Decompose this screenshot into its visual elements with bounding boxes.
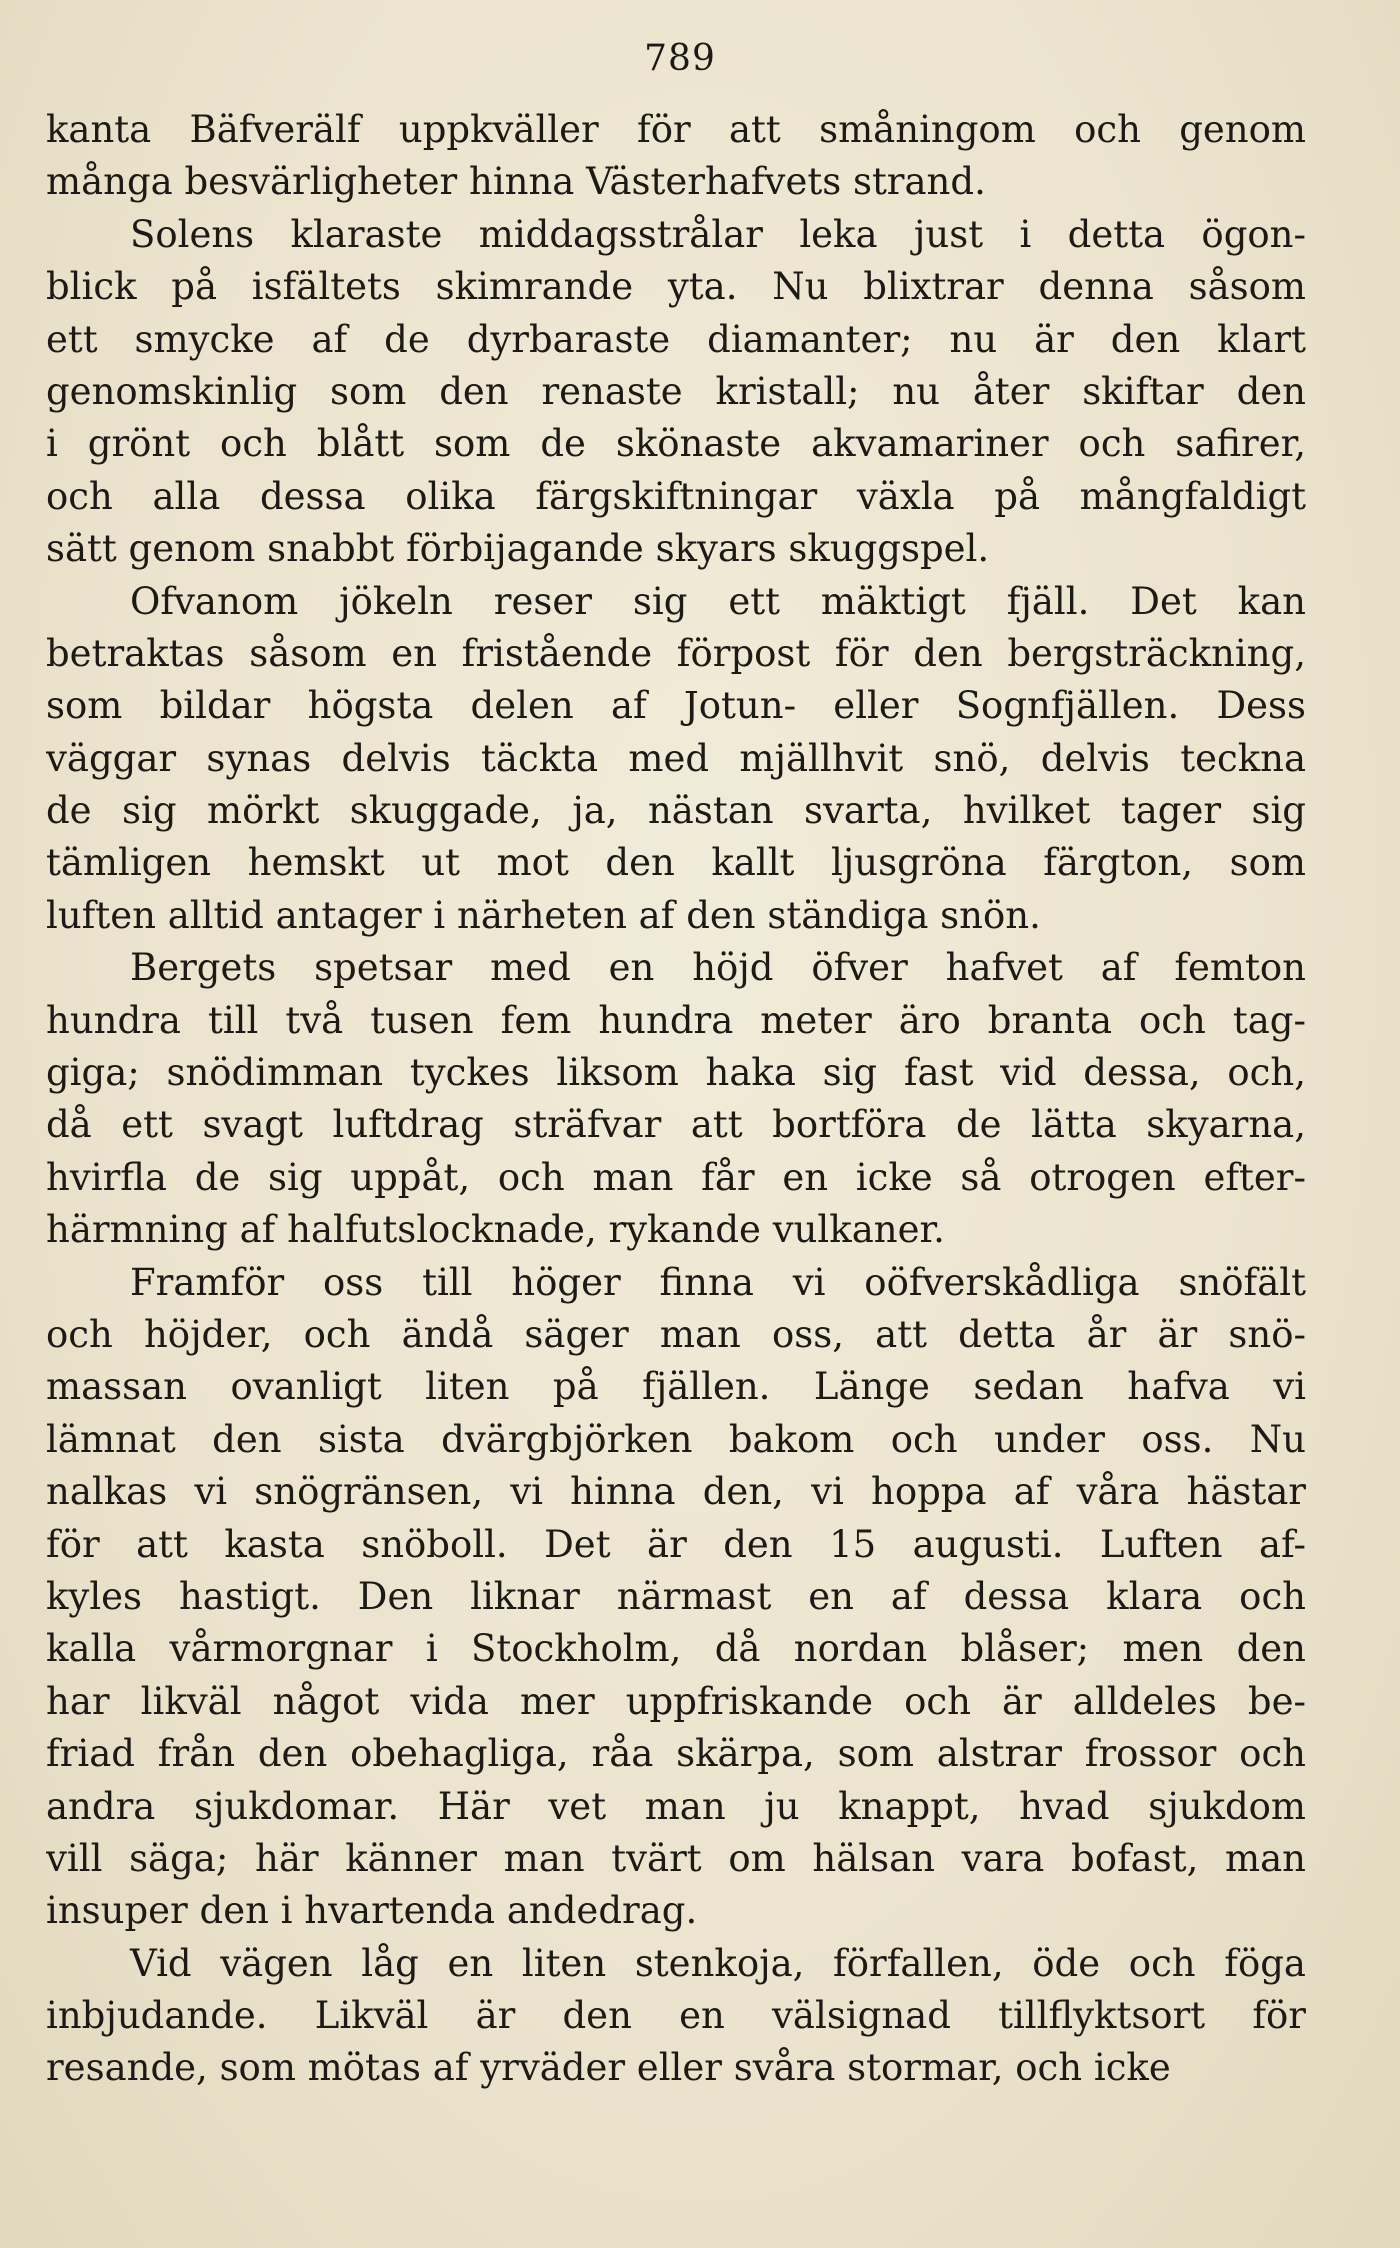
text-line: Bergets spetsar med en höjd öfver hafvet af femton <box>130 946 1306 990</box>
text-line: ett smycke af de dyrbaraste diamanter; nu är den klart <box>46 317 1306 361</box>
text-line: kanta Bäfverälf uppkväller för att småningom och genom <box>46 108 1306 151</box>
paragraph <box>46 1257 1306 1938</box>
paragraph <box>46 576 1306 943</box>
text-line: friad från den obehagliga, råa skärpa, som alstrar frossor och <box>46 1732 1306 1776</box>
text-line: kyles hastigt. Den liknar närmast en af dessa klara och <box>46 1574 1306 1618</box>
text-line: inbjudande. Likväl är den en välsignad tillflyktsort för <box>46 1994 1306 2038</box>
paragraph <box>46 104 1306 209</box>
text-line: väggar synas delvis täckta med mjällhvit snö, delvis teckna <box>46 736 1306 780</box>
text-line: vill säga; här känner man tvärt om hälsan vara bofast, man <box>46 1836 1306 1880</box>
paragraph <box>46 942 1306 1256</box>
text-line: betraktas såsom en fristående förpost för den bergsträckning, <box>46 631 1306 675</box>
text-line: sätt genom snabbt förbijagande skyars skuggspel. <box>46 527 990 571</box>
text-line: har likväl något vida mer uppfriskande och är alldeles be- <box>46 1679 1306 1723</box>
text-line: luften alltid antager i närheten af den ständiga snön. <box>46 893 1041 937</box>
text-line: Framför oss till höger finna vi oöfverskådliga snöfält <box>130 1260 1306 1304</box>
text-line: tämligen hemskt ut mot den kallt ljusgröna färgton, som <box>46 841 1306 885</box>
text-line: härmning af halfutslocknade, rykande vulkaner. <box>46 1208 945 1252</box>
text-line: genomskinlig som den renaste kristall; nu åter skiftar den <box>46 369 1306 413</box>
text-line: resande, som mötas af yrväder eller svåra stormar, och icke <box>46 2046 1171 2090</box>
text-line: massan ovanligt liten på fjällen. Länge sedan hafva vi <box>46 1365 1306 1409</box>
page-number: 789 <box>644 38 716 79</box>
text-line: de sig mörkt skuggade, ja, nästan svarta, hvilket tager sig <box>46 789 1306 833</box>
text-line: insuper den i hvartenda andedrag. <box>46 1889 698 1933</box>
paragraph <box>46 1938 1306 2095</box>
text-line: då ett svagt luftdrag sträfvar att bortföra de lätta skyarna, <box>46 1103 1306 1147</box>
text-line: i grönt och blått som de skönaste akvamariner och safirer, <box>46 422 1306 466</box>
body-text <box>46 104 1306 2095</box>
text-line: för att kasta snöboll. Det är den 15 augusti. Luften af- <box>46 1522 1306 1566</box>
text-line: andra sjukdomar. Här vet man ju knappt, hvad sjukdom <box>46 1784 1306 1828</box>
text-line: som bildar högsta delen af Jotun- eller Sognfjällen. Dess <box>46 684 1306 728</box>
text-line: blick på isfältets skimrande yta. Nu blixtrar denna såsom <box>46 265 1306 309</box>
text-line: kalla vårmorgnar i Stockholm, då nordan blåser; men den <box>46 1627 1306 1671</box>
text-line: Ofvanom jökeln reser sig ett mäktigt fjäll. Det kan <box>130 579 1306 623</box>
text-line: många besvärligheter hinna Västerhafvets strand. <box>46 160 986 204</box>
text-line: lämnat den sista dvärgbjörken bakom och under oss. Nu <box>46 1417 1306 1461</box>
text-line: Solens klaraste middagsstrålar leka just i detta ögon- <box>130 212 1306 256</box>
paragraph <box>46 209 1306 576</box>
text-line: och höjder, och ändå säger man oss, att detta år är snö- <box>46 1312 1306 1356</box>
text-line: giga; snödimman tyckes liksom haka sig fast vid dessa, och, <box>46 1051 1306 1095</box>
text-line: hvirfla de sig uppåt, och man får en icke så otrogen efter- <box>46 1155 1306 1199</box>
text-line: och alla dessa olika färgskiftningar växla på mångfaldigt <box>46 474 1306 518</box>
text-line: nalkas vi snögränsen, vi hinna den, vi hoppa af våra hästar <box>46 1470 1306 1514</box>
text-line: hundra till två tusen fem hundra meter äro branta och tag- <box>46 998 1306 1042</box>
text-line: Vid vägen låg en liten stenkoja, förfallen, öde och föga <box>130 1941 1306 1985</box>
